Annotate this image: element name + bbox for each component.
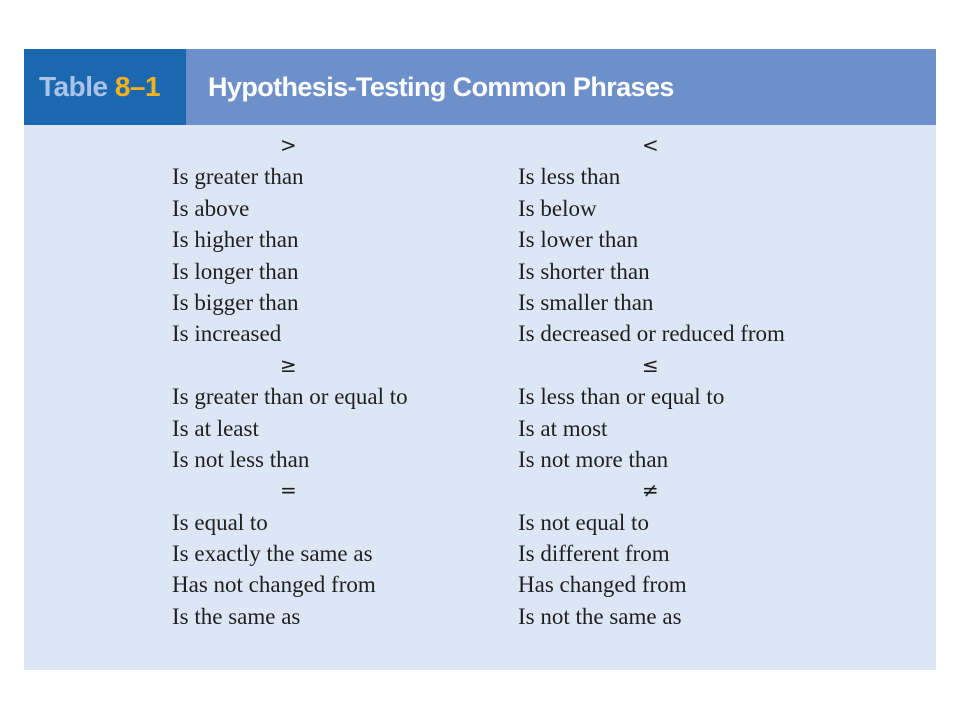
phrase-item: Is not the same as — [518, 603, 682, 629]
phrase-item: Is lower than — [518, 227, 639, 253]
phrase-item: Is bigger than — [172, 289, 299, 315]
table-header — [24, 49, 936, 125]
less-than-symbol: < — [642, 133, 659, 157]
phrase-item: Is increased — [172, 321, 282, 347]
table-label — [39, 49, 160, 125]
phrase-item: Is smaller than — [518, 289, 654, 315]
table-label-box — [24, 49, 186, 125]
phrase-item: Is below — [518, 195, 597, 221]
phrase-item: Is equal to — [172, 509, 268, 535]
phrase-item: Has changed from — [518, 572, 687, 598]
phrase-item: Is at least — [172, 415, 259, 441]
greater-or-equal-symbol: ≥ — [280, 352, 297, 377]
less-or-equal-symbol: ≤ — [642, 352, 659, 377]
phrase-item: Is not less than — [172, 446, 310, 472]
phrase-item: Is greater than — [172, 164, 304, 190]
phrase-item: Is less than or equal to — [518, 384, 725, 410]
phrase-item: Is exactly the same as — [172, 541, 373, 567]
equal-symbol: = — [280, 478, 297, 503]
table-label-number: 8–1 — [114, 71, 161, 102]
left-column — [172, 130, 432, 632]
hypothesis-phrases-table — [24, 49, 936, 670]
phrase-item: Is at most — [518, 415, 608, 441]
phrase-item: Is not more than — [518, 446, 669, 472]
phrase-item: Is the same as — [172, 603, 301, 629]
phrase-item: Is greater than or equal to — [172, 384, 408, 410]
phrase-item: Is different from — [518, 541, 670, 567]
right-column — [518, 130, 818, 632]
table-label-word: Table — [39, 71, 108, 102]
phrase-item: Is less than — [518, 164, 621, 190]
phrase-item: Has not changed from — [172, 572, 376, 598]
phrase-item: Is decreased or reduced from — [518, 321, 785, 347]
phrase-item: Is higher than — [172, 227, 299, 253]
phrase-item: Is above — [172, 195, 250, 221]
greater-than-symbol: > — [280, 133, 297, 157]
table-title: Hypothesis-Testing Common Phrases — [208, 72, 674, 102]
phrase-item: Is not equal to — [518, 509, 649, 535]
phrase-item: Is shorter than — [518, 258, 650, 284]
not-equal-symbol: ≠ — [642, 478, 659, 503]
phrase-item: Is longer than — [172, 258, 299, 284]
